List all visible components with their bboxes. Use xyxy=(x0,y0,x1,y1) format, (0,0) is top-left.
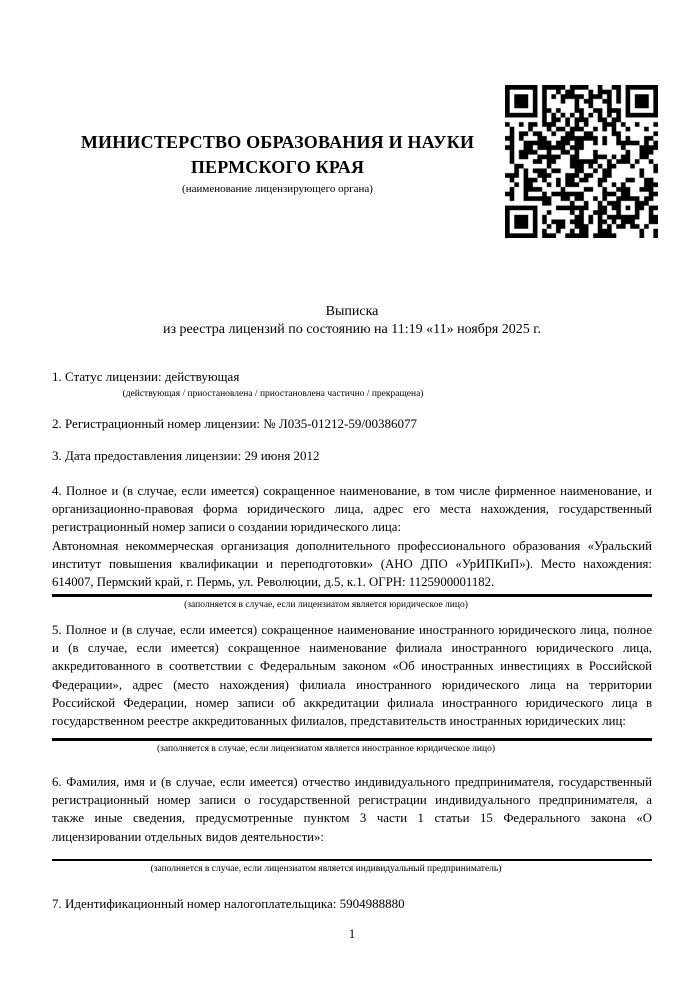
item-5-form-text xyxy=(52,621,652,730)
text-line: Российской Федерации, номер записи об аккредитации филиала иностранного юридического лица в xyxy=(52,695,652,710)
text-line: аккредитованного в соответствии с Федеральным законом «Об иностранных инвестициях в Российской xyxy=(52,659,652,674)
item-4-licensee-value xyxy=(52,537,652,592)
fill-line-rule xyxy=(52,594,652,597)
item-7-taxpayer-number xyxy=(52,895,652,913)
legal-entity-caption: (заполняется в случае, если лицензиатом является юридическое лицо) xyxy=(184,599,468,610)
ministry-header xyxy=(50,130,505,196)
item-3-grant-date xyxy=(52,447,652,465)
title-line1: Выписка xyxy=(325,304,379,319)
text-line: Автономная некоммерческая организация дополнительного профессионального образования «Уральский xyxy=(52,538,652,553)
text-line: 6. Фамилия, имя и (в случае, если имеется) отчество индивидуального предпринимателя, государственный xyxy=(52,775,652,789)
qr-code xyxy=(505,85,658,238)
item-1-license-status xyxy=(52,368,652,401)
license-status-text: 1. Статус лицензии: действующая xyxy=(52,369,240,384)
status-options-caption: (действующая / приостановлена / приостановлена частично / прекращена) xyxy=(122,389,424,400)
text-line: также иные сведения, предусмотренные пунктом 3 части 1 статьи 15 Федерального закона «О xyxy=(52,811,652,826)
registration-number-text: 2. Регистрационный номер лицензии: № Л035-01212-59/00386077 xyxy=(52,416,418,431)
text-line: 4. Полное и (в случае, если имеется) сокращенное наименование, в том числе фирменное наименование, и xyxy=(52,484,652,498)
fill-line-rule xyxy=(52,859,652,862)
text-line: 5. Полное и (в случае, если имеется) сокращенное наименование иностранного юридического лица, полное xyxy=(52,623,652,637)
fill-line-rule xyxy=(52,738,652,741)
item-6-form-text xyxy=(52,773,652,846)
item-5-foreign-entity xyxy=(52,621,652,756)
grant-date-text: 3. Дата предоставления лицензии: 29 июня 2012 xyxy=(52,448,320,463)
foreign-entity-caption: (заполняется в случае, если лицензиатом является иностранное юридическое лицо) xyxy=(157,743,495,754)
text-line: организационно-правовая форма юридического лица, адрес его места нахождения, государственный xyxy=(52,502,652,517)
item-6-individual-entrepreneur xyxy=(52,773,652,876)
document-title xyxy=(52,303,652,339)
licensing-authority-caption: (наименование лицензирующего органа) xyxy=(182,183,373,195)
text-line: Федерации», адрес (место нахождения) филиала иностранного юридического лица на территории xyxy=(52,677,652,692)
text-line: регистрационный номер записи о создании юридического лица: xyxy=(52,520,402,535)
text-line: лицензировании отдельных видов деятельности»: xyxy=(52,829,324,844)
text-line: и (в случае, если имеется) сокращенное наименование филиала иностранного юридического лица, xyxy=(52,641,652,656)
item-4-legal-entity xyxy=(52,482,652,612)
title-line2: из реестра лицензий по состоянию на 11:19 «11» ноября 2025 г. xyxy=(163,322,541,337)
text-line: государственном реестре аккредитованных филиалов, представительств иностранных юридических лиц: xyxy=(52,713,626,728)
text-line: регистрационный номер записи о государственной регистрации индивидуального предпринимателя, а xyxy=(52,793,652,808)
text-line: институт повышения квалификации и переподготовки» (АНО ДПО «УрИПКиП»). Место нахождения: xyxy=(52,556,652,571)
text-line: 614007, Пермский край, г. Пермь, ул. Революции, д.5, к.1. ОГРН: 1125900001182. xyxy=(52,574,495,589)
item-4-form-text xyxy=(52,482,652,537)
ministry-name-line1: МИНИСТЕРСТВО ОБРАЗОВАНИЯ И НАУКИ xyxy=(80,132,475,152)
ministry-name-line2: ПЕРМСКОГО КРАЯ xyxy=(190,157,365,177)
page-number: 1 xyxy=(348,926,356,941)
item-2-registration-number xyxy=(52,415,652,433)
taxpayer-number-text: 7. Идентификационный номер налогоплательщика: 5904988880 xyxy=(52,896,405,911)
entrepreneur-caption: (заполняется в случае, если лицензиатом является индивидуальный предприниматель) xyxy=(150,864,502,875)
